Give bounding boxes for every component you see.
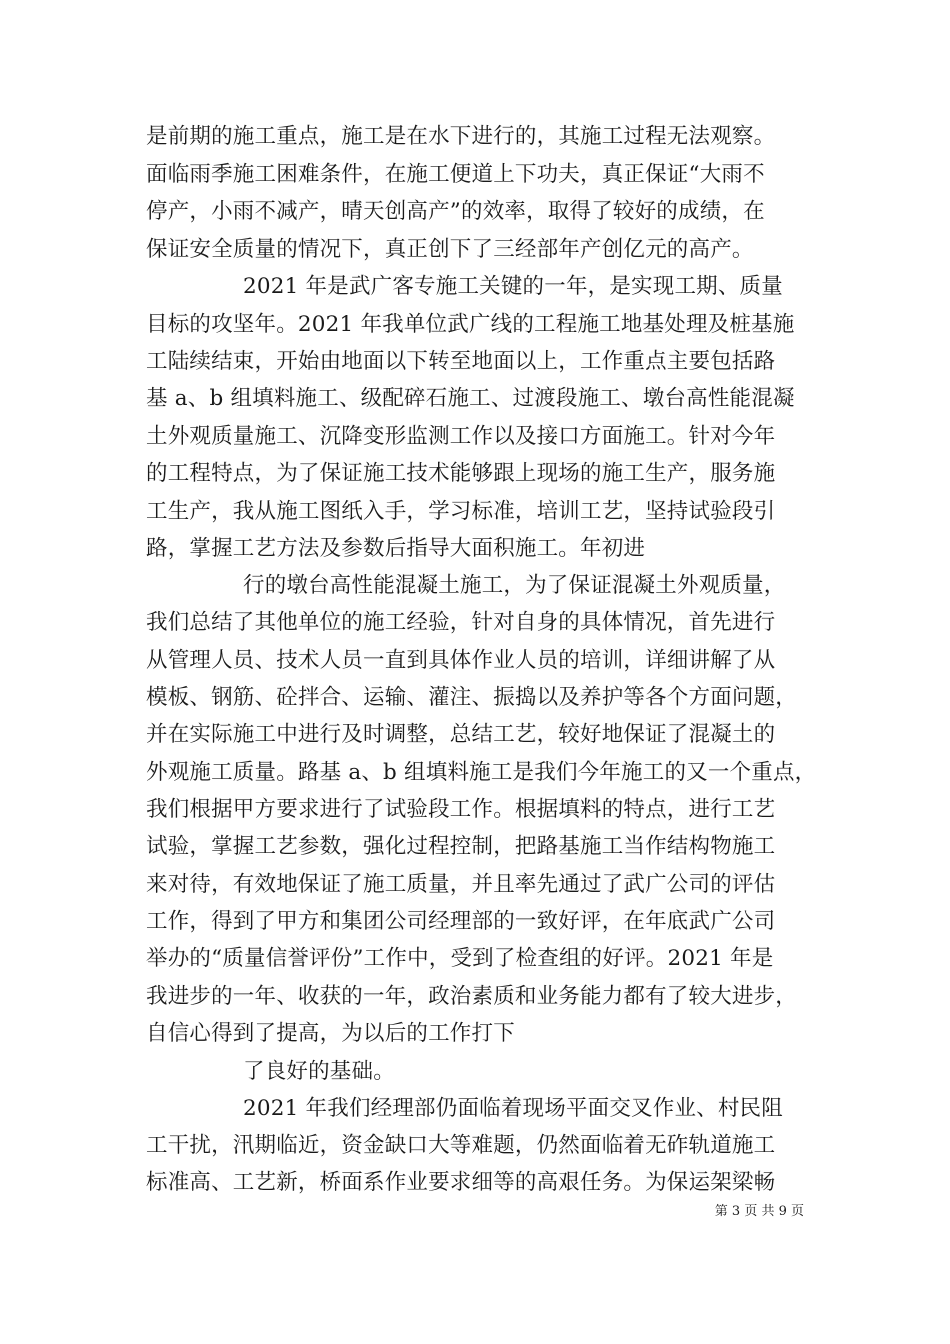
text-line: 目标的攻坚年。2021 年我单位武广线的工程施工地基处理及桩基施 (146, 312, 795, 337)
text-line: 工生产，我从施工图纸入手，学习标准，培训工艺，坚持试验段引 (146, 499, 776, 524)
text-line: 我们根据甲方要求进行了试验段工作。根据填料的特点，进行工艺 (146, 797, 776, 822)
text-line: 外观施工质量。路基 a、b 组填料施工是我们今年施工的又一个重点， (146, 760, 817, 785)
text-line: 来对待，有效地保证了施工质量，并且率先通过了武广公司的评估 (146, 872, 776, 897)
paragraph-start-line: 2021 年我们经理部仍面临着现场平面交叉作业、村民阻 (243, 1096, 783, 1121)
text-line: 举办的“质量信誉评份”工作中，受到了检查组的好评。2021 年是 (146, 946, 774, 971)
text-line: 停产，小雨不减产，晴天创高产”的效率，取得了较好的成绩，在 (146, 199, 765, 224)
text-line: 基 a、b 组填料施工、级配碎石施工、过渡段施工、墩台高性能混凝 (146, 386, 795, 411)
text-line: 并在实际施工中进行及时调整，总结工艺，较好地保证了混凝土的 (146, 722, 776, 747)
paragraph-start-line: 2021 年是武广客专施工关键的一年，是实现工期、质量 (243, 274, 783, 299)
paragraph-start-line: 了良好的基础。 (243, 1059, 395, 1084)
text-line: 我们总结了其他单位的施工经验，针对自身的具体情况，首先进行 (146, 610, 776, 635)
text-line: 试验，掌握工艺参数，强化过程控制，把路基施工当作结构物施工 (146, 834, 776, 859)
text-line: 模板、钢筋、砼拌合、运输、灌注、振捣以及养护等各个方面问题， (146, 685, 798, 710)
paragraph-start-line: 行的墩台高性能混凝土施工，为了保证混凝土外观质量， (243, 573, 786, 598)
text-line: 土外观质量施工、沉降变形监测工作以及接口方面施工。针对今年 (146, 424, 776, 449)
text-line: 是前期的施工重点，施工是在水下进行的，其施工过程无法观察。 (146, 124, 776, 149)
text-line: 我进步的一年、收获的一年，政治素质和业务能力都有了较大进步， (146, 984, 798, 1009)
text-line: 工干扰，汛期临近，资金缺口大等难题，仍然面临着无砟轨道施工 (146, 1133, 776, 1158)
text-line: 工作，得到了甲方和集团公司经理部的一致好评，在年底武广公司 (146, 909, 776, 934)
text-line: 保证安全质量的情况下，真正创下了三经部年产创亿元的高产。 (146, 237, 754, 262)
page-number-footer: 第 3 页 共 9 页 (714, 1204, 804, 1219)
text-line: 标准高、工艺新，桥面系作业要求细等的高艰任务。为保运架梁畅 (146, 1170, 776, 1195)
text-line: 自信心得到了提高，为以后的工作打下 (146, 1021, 515, 1046)
text-line: 工陆续结束，开始由地面以下转至地面以上，工作重点主要包括路 (146, 349, 776, 374)
text-line: 面临雨季施工困难条件，在施工便道上下功夫，真正保证“大雨不 (146, 162, 765, 187)
text-line: 的工程特点，为了保证施工技术能够跟上现场的施工生产，服务施 (146, 461, 776, 486)
text-line: 从管理人员、技术人员一直到具体作业人员的培训，详细讲解了从 (146, 648, 776, 673)
text-line: 路，掌握工艺方法及参数后指导大面积施工。年初进 (146, 536, 646, 561)
